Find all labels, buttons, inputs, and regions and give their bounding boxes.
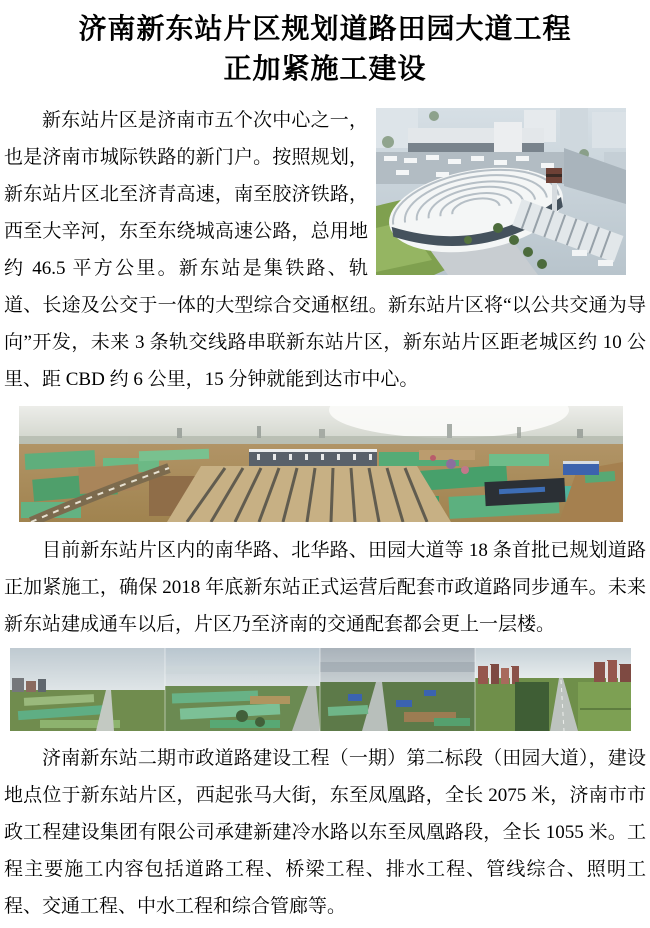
page-title-line-2: 正加紧施工建设 <box>223 54 427 85</box>
station-render-illustration <box>376 108 626 275</box>
page-title <box>4 10 646 90</box>
tree-band <box>515 682 549 731</box>
paragraph-project-details-text: 济南新东站二期市政道路建设工程（一期）第二标段（田园大道），建设地点位于新东站片区，西起张马大街，东至凤凰路，全长 2075 米，济南市市政工程建设集团有限公司承建新建冷水路以东至凤凰路段，全长 1055 米。工程主要施工内容包括道路工程、桥梁工程、排水工程、管线综合、照明工程、交通工程、中水工程和综合管廊等。 <box>4 748 646 917</box>
pile-field <box>167 466 451 522</box>
segment-2 <box>165 648 320 731</box>
station-structure <box>249 449 377 467</box>
construction-panorama-photo <box>19 406 623 522</box>
roads-panorama-illustration <box>10 648 631 731</box>
page-title-line-1: 济南新东站片区规划道路田园大道工程 <box>78 14 572 45</box>
station-render-photo <box>376 108 626 275</box>
roads-panorama-photo <box>10 648 631 731</box>
paragraph-project-details <box>4 740 646 925</box>
segment-3 <box>320 648 475 731</box>
segment-4 <box>475 648 631 731</box>
paragraph-overview-text: 新东站片区是济南市五个次中心之一，也是济南市城际铁路的新门户。按照规划，新东站片区北至济青高速，南至胶济铁路，西至大辛河，东至东绕城高速公路，总用地约 46.5 平方公里。新东站是集铁路、轨道、长途及公交于一体的大型综合交通枢纽。新东站片区将“以公共交通为导向”开发，未来 3 条轨交线路串联新东站片区，新东站片区距老城区约 10 公里、距 CBD 约 6 公里，15 分钟就能到达市中心。 <box>4 110 646 390</box>
document-page <box>0 10 650 928</box>
paragraph-roads-progress-text: 目前新东站片区内的南华路、北华路、田园大道等 18 条首批已规划道路正加紧施工，确保 2018 年底新东站正式运营后配套市政道路同步通车。未来新东站建成通车以后，片区乃至济南的交通配套都会更上一层楼。 <box>4 540 646 635</box>
field <box>578 682 631 731</box>
paragraph-overview <box>4 102 646 398</box>
segment-1 <box>10 648 165 731</box>
construction-panorama-illustration <box>19 406 623 522</box>
paragraph-roads-progress <box>4 532 646 643</box>
left-apartments <box>478 664 519 684</box>
